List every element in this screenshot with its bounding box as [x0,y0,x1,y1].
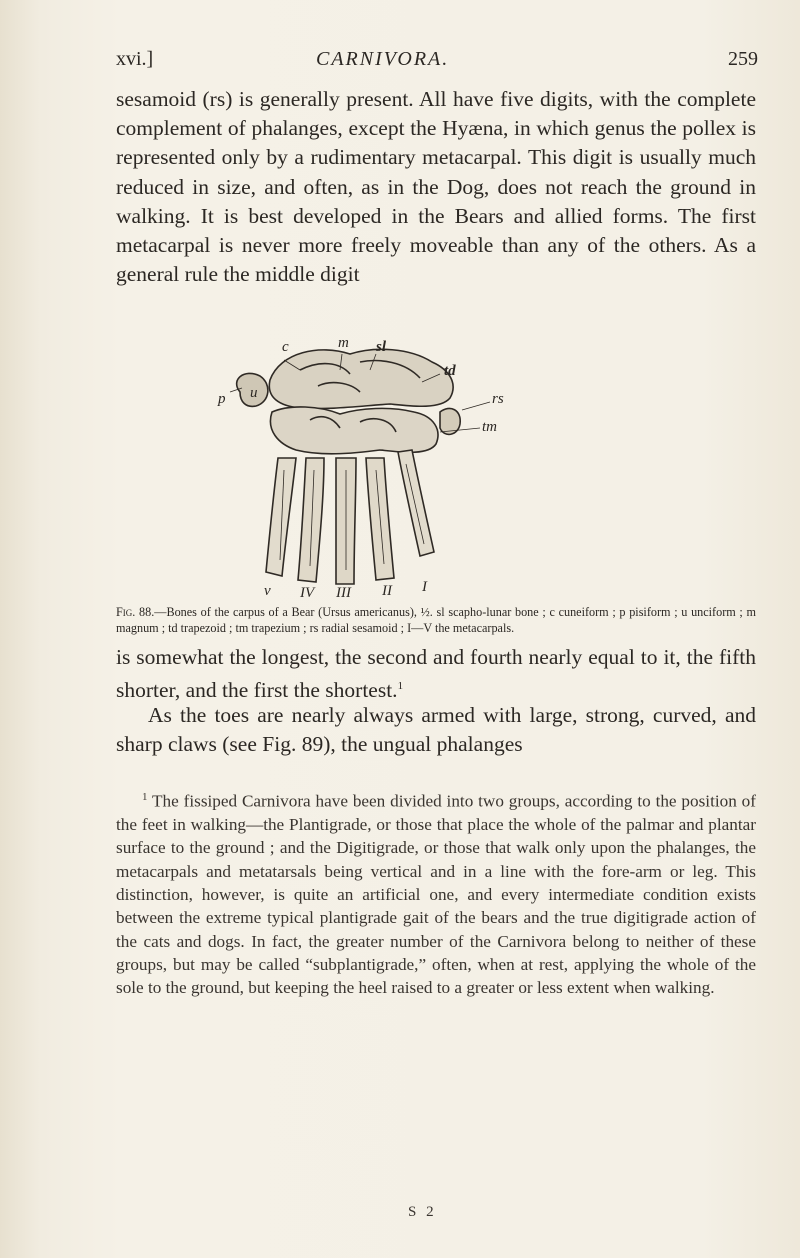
label-c: c [282,339,289,355]
label-metacarpal-iv: IV [300,585,315,601]
footnote [116,786,756,999]
page-number: 259 [728,48,758,70]
footnote-reference: 1 [397,680,404,693]
running-header [116,48,758,78]
label-sl: sl [376,339,387,355]
label-metacarpal-i: I [422,579,427,595]
label-m: m [338,335,349,351]
figure-caption-text: —Bones of the carpus of a Bear (Ursus americanus), ½. sl scapho-lunar bone ; c cuneiform ; p pisiform ; u unciform ; m magnum ; td trapezoid ; tm trapezium ; rs radial sesamoid ; I—V the metacarpals. [116,605,756,635]
printer-signature: S 2 [408,1204,437,1220]
bear-carpus-bones-illustration [200,340,590,602]
label-u: u [250,385,258,401]
footnote-marker: 1 [142,791,148,803]
label-rs: rs [492,391,504,407]
figure-caption-number: Fig. 88. [116,605,155,619]
running-title: CARNIVORA. [316,48,450,70]
body-paragraph-2 [116,643,756,706]
label-p: p [218,391,226,407]
carpus-figure [200,335,590,602]
footnote-text: The fissiped Carnivora have been divided into two groups, according to the position of the feet in walking—the Plantigrade, or those that place the whole of the palmar and plantar surface to the ground ; and the Digitigrade, or those that walk only upon the phalanges, the metacarpals and metatarsals being vertical and in a line with the fore-arm or leg. This distinction, however, is quite an artificial one, and every intermediate condition exists between the extreme typical plantigrade gait of the bears and the true digitigrade action of the cats and dogs. In fact, the greater number of the Carnivora belong to neither of these groups, but may be called “subplantigrade,” often, when at rest, applying the whole of the sole to the ground, but keeping the heel raised to a greater or less extent when walking. [116,791,756,998]
label-td: td [444,363,456,379]
body-paragraph-3: As the toes are nearly always armed with large, strong, curved, and sharp claws (see Fig. 89), the ungual phalanges [116,703,756,757]
label-metacarpal-v: v [264,583,271,599]
body-paragraph-2-text: is somewhat the longest, the second and fourth nearly equal to it, the fifth shorter, and the first the shortest. [116,645,756,703]
label-metacarpal-iii: III [336,585,351,601]
chapter-number: xvi.] [116,48,154,70]
body-paragraph-1: sesamoid (rs) is generally present. All have five digits, with the complete complement of phalanges, except the Hyæna, in which genus the pollex is represented only by a rudimentary metacarpal. This digit is usually much reduced in size, and often, as in the Dog, does not reach the ground in walking. It is best developed in the Bears and allied forms. The first metacarpal is never more freely moveable than any of the others. As a general rule the middle digit [116,87,756,287]
label-tm: tm [482,419,497,435]
figure-caption [116,604,756,636]
label-metacarpal-ii: II [382,583,392,599]
